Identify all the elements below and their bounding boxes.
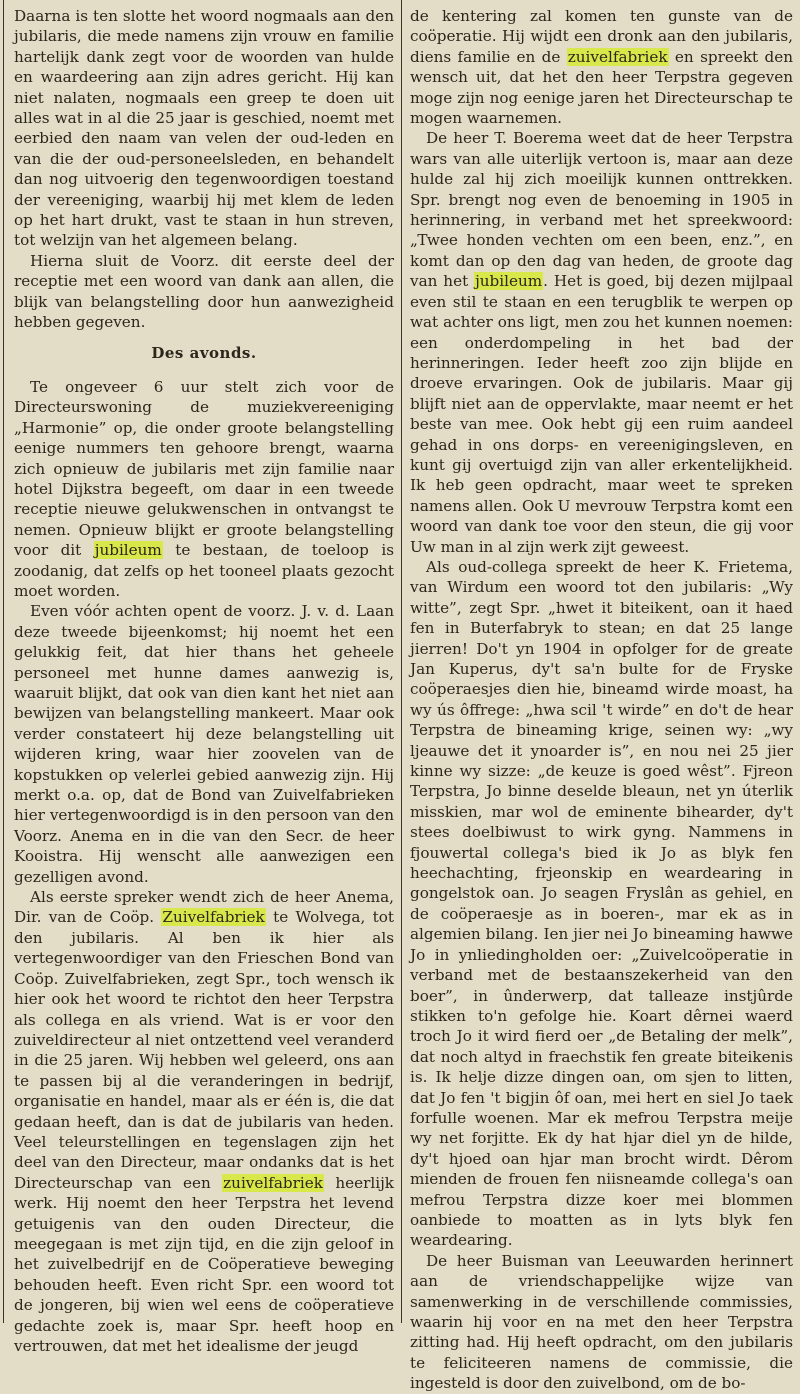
paragraph bbox=[14, 377, 394, 601]
paragraph-text: Als oud-collega spreekt de heer K. Frietema, van Wirdum een woord tot den jubilaris: „Wy witte”, zegt Spr. „hwet it biteikent, oan it haed fen in Buterfabryk to stean; en dat 25 lange jierren! Do't yn 1904 in opfolger for de greate Jan Kuperus, dy't sa'n bulte for de Fryske coöperaesjes dien hie, bineamd wirde moast, ha wy ús ôffrege: „hwa scil 't wirde” en do't de hear Terpstra de bineaming krige, seinen wy: „wy ljeauwe det it ynoarder is”, en nou nei 25 jier kinne wy sizze: „de keuze is goed wêst”. Fjreon Terpstra, Jo binne deselde bleaun, net yn úterlik misskien, mar wol de eminente bihearder, dy't stees doelbiwust to wirk gyng. Nammens in fjouwertal collega's bied ik Jo as blyk fen heechachting, frjeonskip en weardearing in gongelstok oan. Jo seagen Fryslân as gehiel, en de coöperaesje as in boeren-, mar ek as in algemien bilang. Ien jier nei Jo bineaming hawwe Jo in ynliedingholden oer: „Zuivelcoöperatie in verband met de bestaanszekerheid van den boer”, in ûnderwerp, dat talleaze instjûrde stikken to'n gefolge hie. Koart dêrnei waerd troch Jo it wird fierd oer „de Betaling der melk”, dat noch altyd in fraechstik fen greate biteikenis is. Ik helje dizze dingen oan, om sjen to litten, dat Jo fen 't bigjin ôf oan, mei hert en siel Jo taek forfulle woenen. Mar ek mefrou Terpstra meije wy net forjitte. Ek dy hat hjar diel yn de hilde, dy't hjoed oan hjar man brocht wirdt. Dêrom mienden de frouen fen niisneamde collega's oan mefrou Terpstra dizze koer mei blommen oanbiede to moatten as in lyts blyk fen weardearing. bbox=[410, 557, 793, 1250]
paragraph bbox=[410, 128, 793, 557]
paragraph-text: Even vóór achten opent de voorz. J. v. d. Laan deze tweede bijeenkomst; hij noemt het een gelukkig feit, dat hier thans het geheele personeel met hunne dames aanwezig is, waaruit blijkt, dat ook van dien kant het niet aan bewijzen van belangstelling mankeert. Maar ook verder constateert hij deze belangstelling uit wijderen kring, waar hier zoovelen van de kopstukken op velerlei gebied aanwezig zijn. Hij merkt o.a. op, dat de Bond van Zuivelfabrieken hier vertegenwoordigd is in den persoon van den Voorz. Anema en in die van den Secr. de heer Kooistra. Hij wenscht alle aanwezigen een gezelligen avond. bbox=[14, 602, 394, 886]
paragraph bbox=[410, 6, 793, 128]
paragraph-text: Te ongeveer 6 uur stelt zich voor de Directeurswoning de muziekvereeniging „Harmonie” op, die onder groote belangstelling eenige nummers ten gehoore brengt, waarna zich opnieuw de jubilaris met zijn familie naar hotel Dijkstra begeeft, om daar in een tweede receptie nieuwe gelukwenschen in ontvangst te nemen. Opnieuw blijkt er groote belangstelling voor dit bbox=[14, 377, 394, 560]
search-highlight: Zuivelfabriek bbox=[162, 908, 265, 927]
paragraph-text: en spreekt den wensch uit, dat het den heer Terpstra gegeven moge zijn nog eenige jaren het Directeurschap te mogen waarnemen. bbox=[410, 47, 793, 128]
paragraph-text: de kentering zal komen ten gunste van de coöperatie. Hij wijdt een dronk aan den jubilaris, diens familie en de bbox=[410, 7, 793, 66]
paragraph bbox=[14, 887, 394, 1356]
paragraph bbox=[14, 251, 394, 333]
left-border-rule bbox=[3, 0, 4, 1323]
paragraph-text: Als eerste spreker wendt zich de heer Anema, Dir. van de Coöp. bbox=[14, 888, 394, 927]
paragraph bbox=[14, 6, 394, 251]
left-column bbox=[14, 6, 394, 1356]
paragraph-text: De heer T. Boerema weet dat de heer Terpstra wars van alle uiterlijk vertoon is, maar aan deze hulde zal hij zich moeilijk kunnen onttrekken. Spr. brengt nog even de benoeming in 1905 in herinnering, in verband met het spreekwoord: „Twee honden vechten om een been, enz.”, en komt dan op den dag van heden, de groote dag van het bbox=[410, 129, 793, 291]
search-highlight: jubileum bbox=[94, 541, 162, 560]
paragraph-text: heerlijk werk. Hij noemt den heer Terpstra het levend getuigenis van den ouden Directeur, die meegegaan is met zijn tijd, en die zijn geloof in het zuivelbedrijf en de Coöperatieve beweging behouden heeft. Even richt Spr. een woord tot de jongeren, bij wien wel eens de coöperatieve gedachte zoek is, maar Spr. heeft hoop en vertrouwen, dat met het idealisme der jeugd bbox=[14, 1173, 394, 1355]
search-highlight: zuivelfabriek bbox=[567, 47, 668, 66]
paragraph-text: te Wolvega, tot den jubilaris. Al ben ik hier als vertegenwoordiger van den Frieschen Bond van Coöp. Zuivelfabrieken, zegt Spr., toch wensch ik hier ook het woord te richtot den heer Terpstra als collega en als vriend. Wat is er voor den zuiveldirecteur al niet ontzettend veel veranderd in die 25 jaren. Wij hebben wel geleerd, ons aan te passen bij al die veranderingen in bedrijf, organisatie en handel, maar als er één is, die dat gedaan heeft, dan is dat de jubilaris van heden. Veel teleurstellingen en tegenslagen zijn het deel van den Directeur, maar ondanks dat is het Directeurschap van een bbox=[14, 908, 394, 1192]
paragraph bbox=[410, 1251, 793, 1394]
section-heading: Des avonds. bbox=[151, 343, 257, 362]
paragraph bbox=[410, 557, 793, 1251]
right-column bbox=[410, 6, 793, 1394]
search-highlight: zuivelfabriek bbox=[223, 1173, 323, 1192]
paragraph bbox=[14, 601, 394, 887]
paragraph-text: De heer Buisman van Leeuwarden herinnert aan de vriendschappelijke wijze van samenwerking in de verschillende commissies, waarin hij voor en na met den heer Terpstra zitting had. Hij heeft opdracht, om den jubilaris te feliciteeren namens de commissie, die ingesteld is door den zuivelbond, om de bo- bbox=[410, 1251, 793, 1393]
paragraph-text: Hierna sluit de Voorz. dit eerste deel der receptie met een woord van dank aan allen, die blijk van belangstelling door hun aanwezigheid hebben gegeven. bbox=[14, 251, 394, 332]
paragraph-text: Daarna is ten slotte het woord nogmaals aan den jubilaris, die mede namens zijn vrouw en familie hartelijk dank zegt voor de woorden van hulde en waardeering aan zijn adres gericht. Hij kan niet nalaten, nogmaals een greep te doen uit alles wat in al die 25 jaar is geschied, noemt met eerbied den naam van velen der oud-leden en van die der oud-personeelsleden, en behandelt dan nog uitvoerig den tegenwoordigen toestand der vereeniging, waarbij hij met klem de leden op het hart drukt, vast te staan in hun streven, tot welzijn van het algemeen belang. bbox=[14, 7, 394, 250]
paragraph-text: te bestaan, de toeloop is zoodanig, dat zelfs op het tooneel plaats gezocht moet worden. bbox=[14, 541, 394, 600]
paragraph-text: . Het is goed, bij dezen mijlpaal even stil te staan en een terugblik te werpen op wat achter ons ligt, men zou het kunnen noemen: een onderdompeling in het bad der herinneringen. Ieder heeft zoo zijn blijde en droeve ervaringen. Ook de jubilaris. Maar gij blijft niet aan de oppervlakte, maar neemt er het beste van mee. Ook hebt gij een ruim aandeel gehad in ons dorps- en vereenigingsleven, en kunt gij overtuigd zijn van aller erkentelijkheid. Ik heb geen opdracht, maar weet te spreken namens allen. Ook U mevrouw Terpstra komt een woord van dank toe voor den steun, die gij voor Uw man in al zijn werk zijt geweest. bbox=[410, 272, 793, 556]
column-divider bbox=[401, 0, 402, 1323]
search-highlight: jubileum bbox=[475, 272, 543, 291]
